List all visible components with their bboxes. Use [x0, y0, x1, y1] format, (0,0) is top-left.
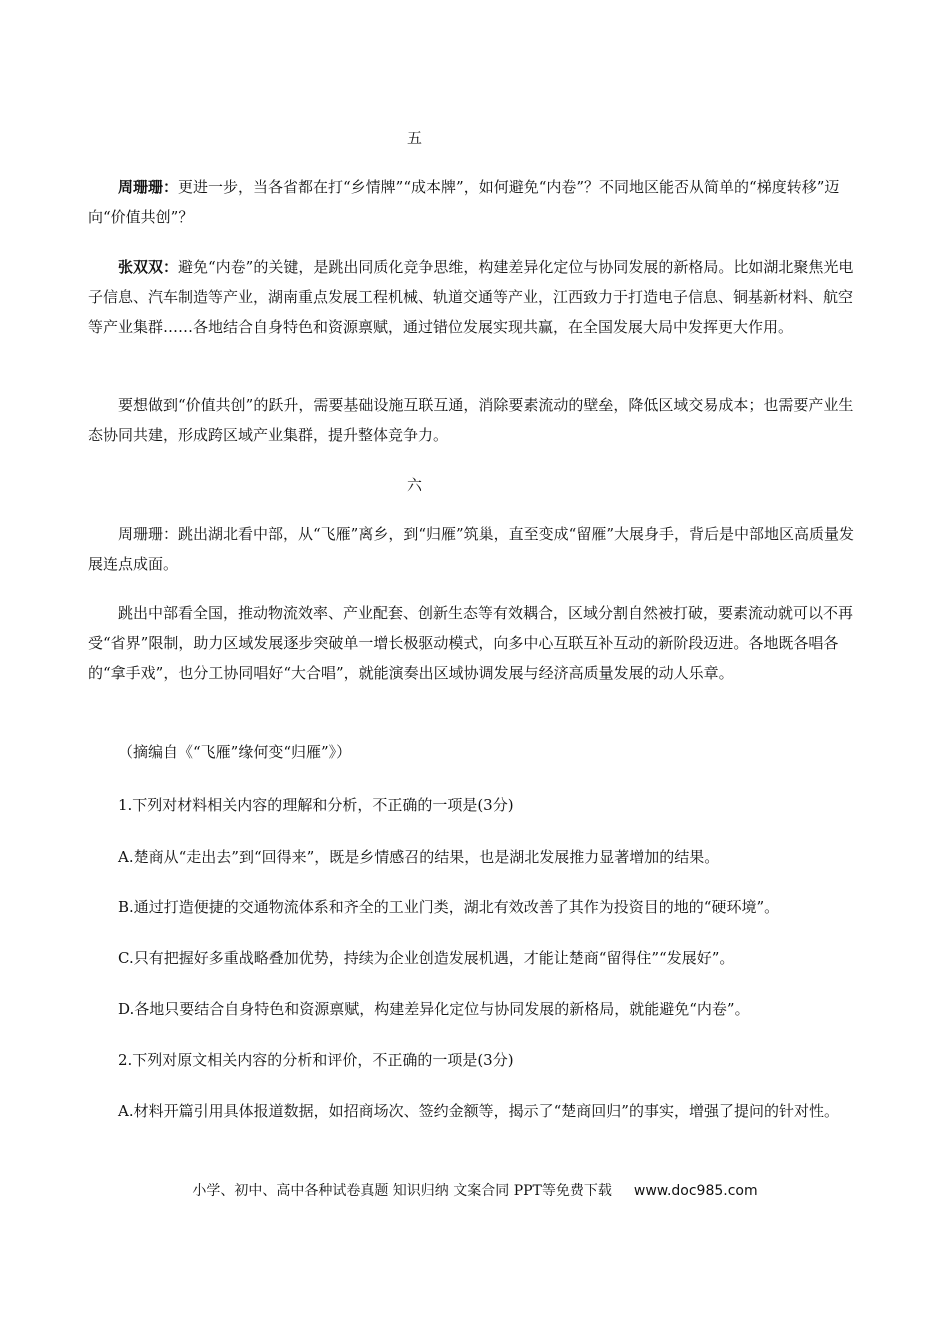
speaker-label: 周珊珊：: [118, 178, 179, 196]
paragraph-zhou-2: 周珊珊：跳出湖北看中部，从“飞雁”离乡，到“归雁”筑巢，直至变成“留雁”大展身手，背后是中部地区高质量发展连点成面。: [88, 525, 855, 573]
paragraph-text: 更进一步，当各省都在打“乡情牌”“成本牌”，如何避免“内卷”？不同地区能否从简单的“梯度转移”迈向“价值共创”？: [88, 178, 840, 226]
question-2: 2.下列对原文相关内容的分析和评价，不正确的一项是(3分): [118, 1051, 514, 1069]
question-1: 1.下列对材料相关内容的理解和分析，不正确的一项是(3分): [118, 796, 514, 814]
footer-site-link[interactable]: www.doc985.com: [633, 1183, 758, 1199]
question-2-option-a: A.材料开篇引用具体报道数据，如招商场次、签约金额等，揭示了“楚商回归”的事实，增强了提问的针对性。: [118, 1102, 839, 1120]
question-1-option-d: D.各地只要结合自身特色和资源禀赋，构建差异化定位与协同发展的新格局，就能避免“内卷”。: [118, 1000, 750, 1018]
paragraph-national: 跳出中部看全国，推动物流效率、产业配套、创新生态等有效耦合，区域分割自然被打破，要素流动就可以不再受“省界”限制，助力区域发展逐步突破单一增长极驱动模式，向多中心互联互补互动的新阶段迈进。各地既各唱各的“拿手戏”，也分工协同唱好“大合唱”，就能演奏出区域协调发展与经济高质量发展的动人乐章。: [88, 604, 854, 682]
question-1-option-b: B.通过打造便捷的交通物流体系和齐全的工业门类，湖北有效改善了其作为投资目的地的“硬环境”。: [118, 898, 780, 916]
paragraph-zhou-1: [88, 172, 864, 232]
section-heading-five: 五: [406, 129, 423, 147]
question-1-option-c: C.只有把握好多重战略叠加优势，持续为企业创造发展机遇，才能让楚商“留得住”“发展好”。: [118, 949, 735, 967]
paragraph-zhang-1: [88, 252, 864, 342]
page-footer: [0, 1180, 950, 1200]
section-heading-six: 六: [406, 476, 423, 494]
paragraph-text: 避免“内卷”的关键，是跳出同质化竞争思维，构建差异化定位与协同发展的新格局。比如湖北聚焦光电子信息、汽车制造等产业，湖南重点发展工程机械、轨道交通等产业，江西致力于打造电子信息、铜基新材料、航空等产业集群……各地结合自身特色和资源禀赋，通过错位发展实现共赢，在全国发展大局中发挥更大作用。: [88, 258, 854, 336]
paragraph-value-creation: 要想做到“价值共创”的跃升，需要基础设施互联互通，消除要素流动的壁垒，降低区域交易成本；也需要产业生态协同共建，形成跨区域产业集群，提升整体竞争力。: [88, 396, 854, 444]
speaker-label: 张双双：: [118, 258, 179, 276]
footer-text: 小学、初中、高中各种试卷真题 知识归纳 文案合同 PPT等免费下载: [192, 1183, 612, 1199]
source-citation: （摘编自《“飞雁”缘何变“归雁”》）: [118, 743, 352, 761]
question-1-option-a: A.楚商从“走出去”到“回得来”，既是乡情感召的结果，也是湖北发展推力显著增加的结果。: [118, 848, 720, 866]
